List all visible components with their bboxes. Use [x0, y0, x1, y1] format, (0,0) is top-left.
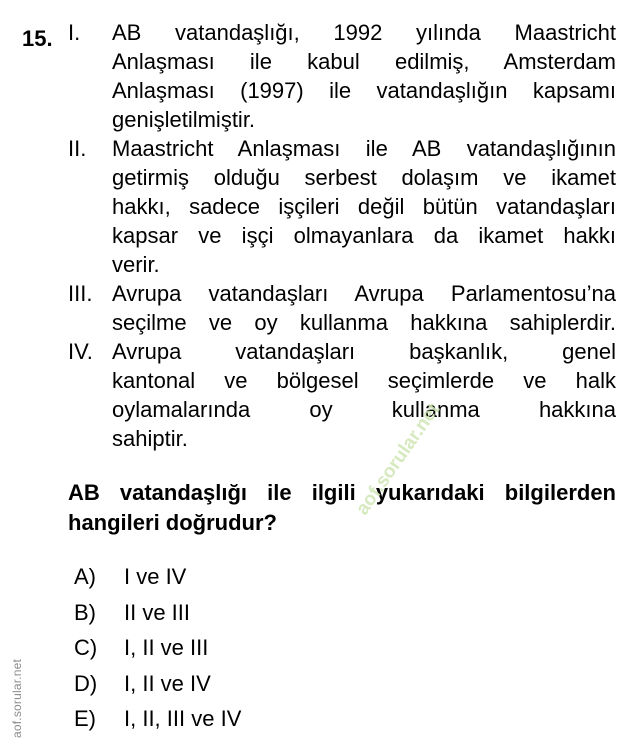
- statement-1-line: Anlaşması ile kabul edilmiş, Amsterdam: [112, 49, 616, 74]
- side-watermark: aof.sorular.net: [10, 658, 24, 738]
- option-letter: C): [74, 635, 98, 660]
- statement-2-line: verir.: [112, 252, 160, 277]
- statement-3: [68, 279, 616, 337]
- statement-3-numeral: III.: [68, 281, 93, 306]
- answer-option-a[interactable]: [74, 562, 186, 591]
- question-number: 15.: [22, 26, 53, 51]
- statement-1-line: genişletilmiştir.: [112, 107, 256, 132]
- statement-3-line: seçilme ve oy kullanma hakkına sahiplerdir.: [112, 310, 616, 335]
- statement-1-numeral: I.: [68, 20, 81, 45]
- answer-option-d[interactable]: [74, 669, 211, 698]
- center-watermark: aof.sorular.net: [352, 399, 445, 520]
- statement-2-line: hakkı, sadece işçileri değil bütün vatandaşları: [112, 194, 616, 219]
- statement-4-line: Avrupa vatandaşları başkanlık, genel: [112, 339, 616, 364]
- statement-1-line: AB vatandaşlığı, 1992 yılında Maastricht: [112, 20, 616, 45]
- option-letter: B): [74, 600, 96, 625]
- option-letter: A): [74, 564, 96, 589]
- option-text: I, II ve III: [124, 635, 209, 660]
- answer-option-c[interactable]: [74, 633, 208, 662]
- option-text: II ve III: [124, 600, 191, 625]
- option-text: I ve IV: [124, 564, 187, 589]
- statement-1: [68, 18, 616, 134]
- statement-4-line: sahiptir.: [112, 426, 188, 451]
- answer-option-b[interactable]: [74, 598, 190, 627]
- option-letter: E): [74, 706, 96, 731]
- statement-2-line: kapsar ve işçi olmayanlara da ikamet hakkı: [112, 223, 616, 248]
- statement-4-line: kantonal ve bölgesel seçimlerde ve halk: [112, 368, 616, 393]
- statement-2-line: Maastricht Anlaşması ile AB vatandaşlığının: [112, 136, 616, 161]
- statement-4: [68, 337, 616, 453]
- statement-4-numeral: IV.: [68, 339, 93, 364]
- statement-3-line: Avrupa vatandaşları Avrupa Parlamentosu’na: [112, 281, 616, 306]
- statement-2-line: getirmiş olduğu serbest dolaşım ve ikamet: [112, 165, 616, 190]
- statement-1-line: Anlaşması (1997) ile vatandaşlığın kapsamı: [112, 78, 616, 103]
- answer-option-e[interactable]: [74, 704, 241, 733]
- option-text: I, II ve IV: [124, 671, 211, 696]
- question-prompt: AB vatandaşlığı ile ilgili yukarıdaki bilgilerden hangileri doğrudur?: [68, 480, 616, 535]
- statement-4-line: oylamalarında oy kullanma hakkına: [112, 397, 616, 422]
- statement-2: [68, 134, 616, 279]
- statement-2-numeral: II.: [68, 136, 87, 161]
- option-letter: D): [74, 671, 98, 696]
- option-text: I, II, III ve IV: [124, 706, 242, 731]
